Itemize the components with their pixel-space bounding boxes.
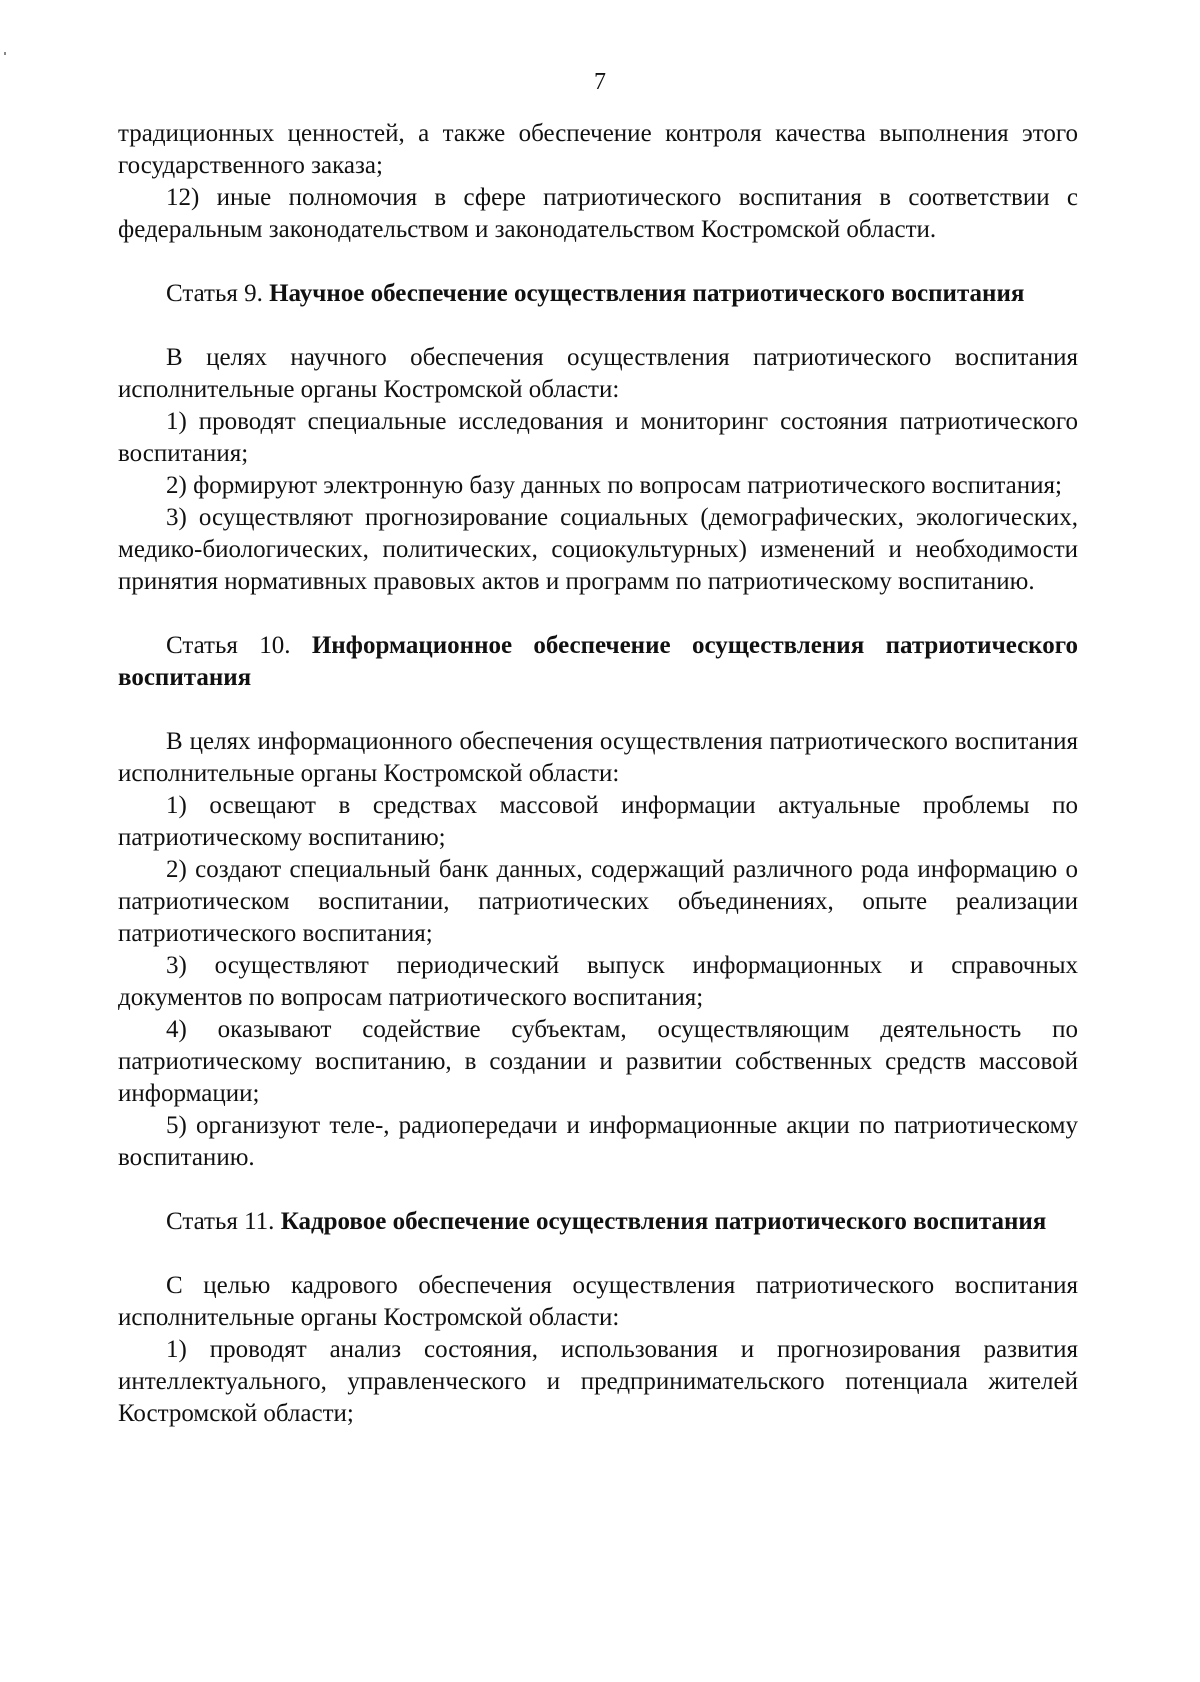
article-9-heading xyxy=(118,278,1078,310)
article-11-intro: С целью кадрового обеспечения осуществления патриотического воспитания исполнительные органы Костромской области: xyxy=(118,1272,1078,1331)
article-11-item-1: 1) проводят анализ состояния, использования и прогнозирования развития интеллектуального, управленческого и предпринимательского потенциала жителей Костромской области; xyxy=(118,1336,1078,1427)
article-10-item-5: 5) организуют теле-, радиопередачи и информационные акции по патриотическому воспитанию. xyxy=(118,1112,1078,1171)
document-body xyxy=(118,118,1078,1430)
article-10-heading xyxy=(118,630,1078,694)
article-10-item-2: 2) создают специальный банк данных, содержащий различного рода информацию о патриотическом воспитании, патриотических объединениях, опыте реализации патриотического воспитания; xyxy=(118,856,1078,947)
list-item-12: 12) иные полномочия в сфере патриотического воспитания в соответствии с федеральным законодательством и законодательством Костромской области. xyxy=(118,184,1078,243)
article-10-title: Информационное обеспечение осуществления патриотического воспитания xyxy=(118,632,1078,691)
article-9-item-2: 2) формируют электронную базу данных по вопросам патриотического воспитания; xyxy=(166,472,1062,499)
scan-speck xyxy=(4,52,6,55)
article-9-title: Научное обеспечение осуществления патриотического воспитания xyxy=(269,280,1025,307)
article-11-title: Кадровое обеспечение осуществления патриотического воспитания xyxy=(280,1208,1047,1235)
page-number: 7 xyxy=(594,69,606,95)
article-9-label: Статья 9. xyxy=(166,280,270,307)
article-9-intro: В целях научного обеспечения осуществления патриотического воспитания исполнительные органы Костромской области: xyxy=(118,344,1078,403)
article-10-label: Статья 10. xyxy=(166,632,312,659)
article-9-item-1: 1) проводят специальные исследования и мониторинг состояния патриотического воспитания; xyxy=(118,408,1078,467)
article-11-heading xyxy=(118,1206,1078,1238)
paragraph-continuation: традиционных ценностей, а также обеспечение контроля качества выполнения этого государственного заказа; xyxy=(118,120,1078,179)
article-10-item-4: 4) оказывают содействие субъектам, осуществляющим деятельность по патриотическому воспитанию, в создании и развитии собственных средств массовой информации; xyxy=(118,1016,1078,1107)
article-10-item-1: 1) освещают в средствах массовой информации актуальные проблемы по патриотическому воспитанию; xyxy=(118,792,1078,851)
article-9-item-3: 3) осуществляют прогнозирование социальных (демографических, экологических, медико-биологических, политических, социокультурных) изменений и необходимости принятия нормативных правовых актов и программ по патриотическому воспитанию. xyxy=(118,504,1078,595)
article-11-label: Статья 11. xyxy=(166,1208,281,1235)
article-10-item-3: 3) осуществляют периодический выпуск информационных и справочных документов по вопросам патриотического воспитания; xyxy=(118,952,1078,1011)
article-10-intro: В целях информационного обеспечения осуществления патриотического воспитания исполнительные органы Костромской области: xyxy=(118,728,1078,787)
